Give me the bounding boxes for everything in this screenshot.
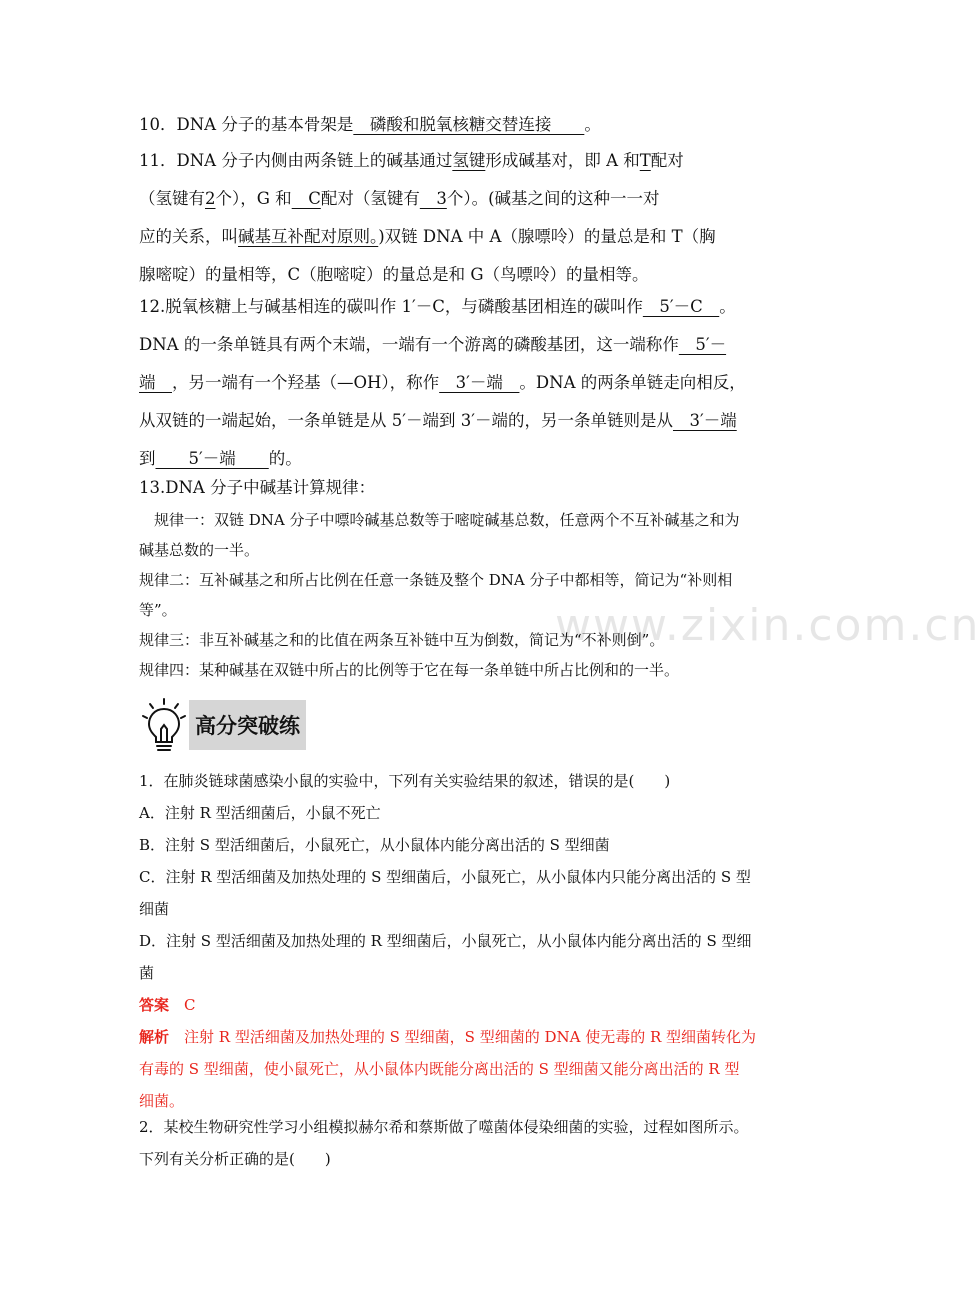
q12-text: 12.脱氧核糖上与碱基相连的碳叫作 1′－C，与磷酸基团相连的碳叫作 [139, 297, 643, 316]
answer-label: 答案 [139, 996, 170, 1014]
rule-2: 规律二：互补碱基之和所占比例在任意一条链及整个 DNA 分子中都相等，简记为“补则相 [139, 571, 733, 589]
p1-option-c-cont: 细菌 [139, 900, 170, 918]
q10-answer: 磷酸和脱氧核糖交替连接 [353, 115, 585, 134]
q11-text: 应的关系，叫 [139, 227, 238, 246]
section-banner [141, 697, 306, 753]
rule-4: 规律四：某种碱基在双链中所占的比例等于它在每一条单链中所占比例和的一半。 [139, 661, 680, 679]
banner-title: 高分突破练 [189, 700, 306, 750]
q11-text: 腺嘧啶）的量相等，C（胞嘧啶）的量总是和 G（鸟嘌呤）的量相等。 [139, 265, 649, 284]
q12-text: 到 [139, 449, 156, 468]
q11-answer-hydrogen-bond: 氢键 [452, 151, 486, 170]
q12-text: 从双链的一端起始，一条单链是从 5′－端到 3′－端的，另一条单链则是从 [139, 411, 673, 430]
q11-answer-2: 2 [205, 189, 216, 208]
problem-2 [139, 1111, 789, 1175]
q11-text: 个），G 和 [215, 189, 292, 208]
question-11 [139, 142, 789, 294]
q12-text: ，另一端有一个羟基（—OH），称作 [172, 373, 440, 392]
q12-answer-3end: 3′－端 [439, 373, 520, 392]
q12-text: 的。 [268, 449, 302, 468]
p1-analysis [139, 1021, 789, 1053]
p1-option-b: B．注射 S 型活细菌后，小鼠死亡，从小鼠体内能分离出活的 S 型细菌 [139, 836, 610, 854]
q12-answer-from: 3′－端 [672, 411, 737, 430]
watermark: www.zixin.com.cn [555, 600, 980, 651]
analysis-text-cont: 有毒的 S 型细菌，使小鼠死亡，从小鼠体内既能分离出活的 S 型细菌又能分离出活的 R 型 [139, 1060, 740, 1078]
q12-answer-5end-b: 端 [139, 373, 172, 392]
q11-text: 个）。(碱基之间的这种一一对 [446, 189, 660, 208]
q11-answer-3: 3 [419, 189, 447, 208]
rule-2-cont: 等”。 [139, 601, 177, 619]
p2-stem: 2．某校生物研究性学习小组模拟赫尔希和蔡斯做了噬菌体侵染细菌的实验，过程如图所示。 [139, 1118, 749, 1136]
analysis-text-end: 细菌。 [139, 1092, 185, 1110]
q10-text: 10．DNA 分子的基本骨架是 [139, 115, 354, 134]
q11-text: 配对 [650, 151, 684, 170]
p2-stem-cont: 下列有关分析正确的是( ) [139, 1150, 331, 1168]
question-13-title [139, 469, 789, 507]
q11-answer-principle: 碱基互补配对原则。 [238, 227, 379, 246]
q12-text: 。 [719, 297, 736, 316]
question-12 [139, 288, 789, 478]
p1-option-a: A．注射 R 型活细菌后，小鼠不死亡 [139, 804, 381, 822]
q12-text: 。DNA 的两条单链走向相反， [519, 373, 746, 392]
rule-1-cont: 碱基总数的一半。 [139, 541, 260, 559]
q12-answer-to: 5′－端 [155, 449, 269, 468]
q13-title: 13.DNA 分子中碱基计算规律： [139, 478, 376, 497]
q12-text: DNA 的一条单链具有两个末端，一端有一个游离的磷酸基团，这一端称作 [139, 335, 679, 354]
lightbulb-icon [141, 697, 187, 753]
analysis-text: 注射 R 型活细菌及加热处理的 S 型细菌，S 型细菌的 DNA 使无毒的 R 型细菌转化为 [169, 1028, 757, 1046]
q11-text: 形成碱基对，即 A 和 [485, 151, 640, 170]
q11-text: )双链 DNA 中 A（腺嘌呤）的量总是和 T（胸 [378, 227, 716, 246]
analysis-label: 解析 [139, 1028, 170, 1046]
q11-text: 配对（氢键有 [320, 189, 420, 208]
rule-1: 规律一：双链 DNA 分子中嘌呤碱基总数等于嘧啶碱基总数，任意两个不互补碱基之和为 [139, 511, 740, 529]
q11-answer-t: T [639, 151, 651, 170]
p1-stem: 1．在肺炎链球菌感染小鼠的实验中，下列有关实验结果的叙述，错误的是( ) [139, 772, 671, 790]
q12-answer-5c: 5′－C [642, 297, 720, 316]
q11-text: 11．DNA 分子内侧由两条链上的碱基通过 [139, 151, 453, 170]
p1-answer [139, 989, 789, 1021]
q11-answer-c: C [291, 189, 321, 208]
rule-3: 规律三：非互补碱基之和的比值在两条互补链中互为倒数，简记为“不补则倒”。 [139, 631, 665, 649]
answer-value: C [184, 996, 196, 1014]
question-13-rules [139, 505, 789, 685]
p1-option-c: C．注射 R 型活细菌及加热处理的 S 型细菌后，小鼠死亡，从小鼠体内只能分离出活的 S 型 [139, 868, 751, 886]
q12-answer-5end-a: 5′－ [678, 335, 727, 354]
p1-option-d-cont: 菌 [139, 964, 155, 982]
question-10 [139, 106, 789, 144]
q11-text: （氢键有 [139, 189, 205, 208]
problem-1 [139, 765, 789, 1117]
p1-option-d: D．注射 S 型活细菌及加热处理的 R 型细菌后，小鼠死亡，从小鼠体内能分离出活的 S 型细 [139, 932, 752, 950]
q10-end: 。 [584, 115, 601, 134]
